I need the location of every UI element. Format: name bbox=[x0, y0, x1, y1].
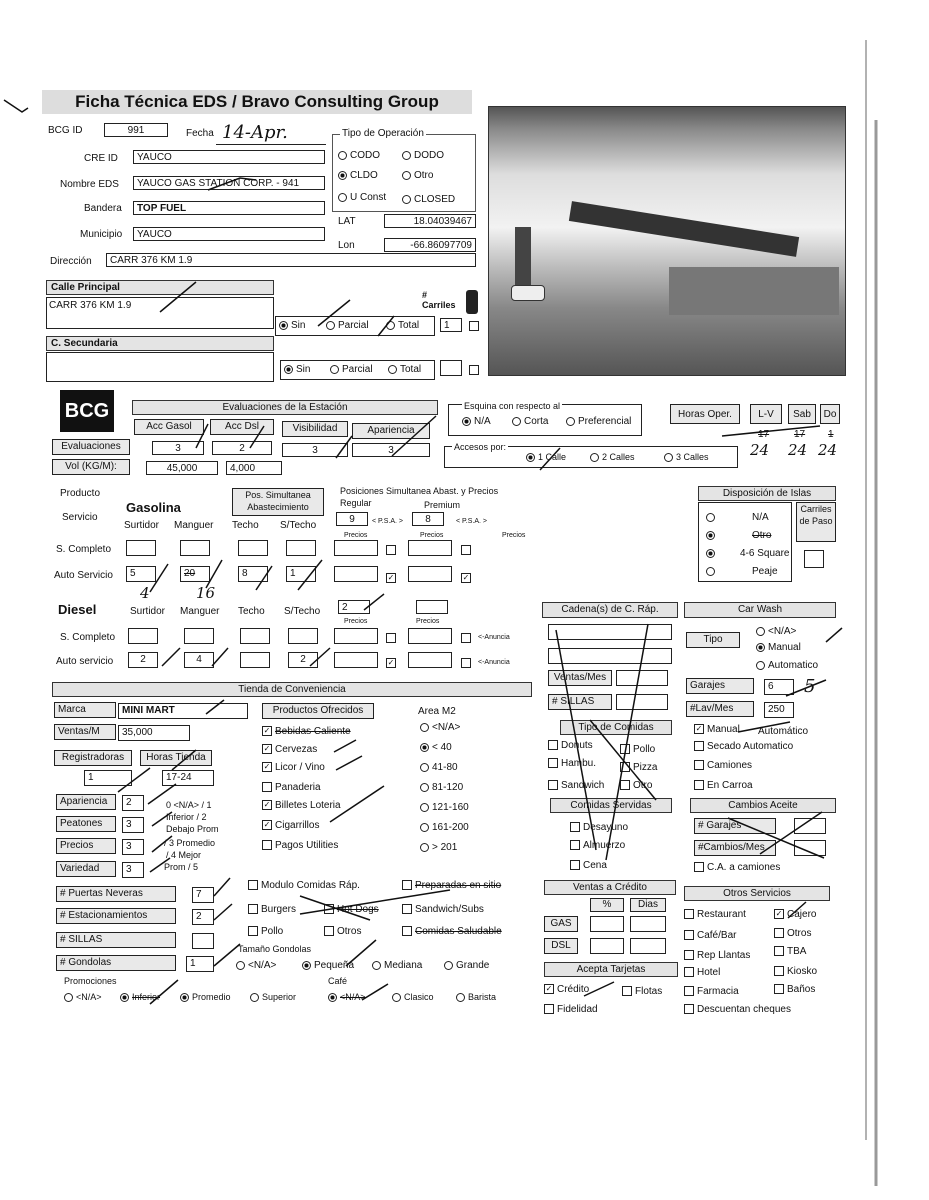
cw-chk-manual[interactable]: ✓ Manual bbox=[695, 724, 740, 735]
scale-3: / 3 Promedio bbox=[164, 838, 216, 848]
pos-simultanea-header: Pos. Simultanea Abastecimiento bbox=[232, 488, 324, 516]
gas-sc-premium[interactable] bbox=[408, 540, 452, 556]
gas-as-techo[interactable]: 8 bbox=[238, 566, 268, 582]
dsl-as-premium-check[interactable] bbox=[461, 657, 474, 669]
servida-almuerzo[interactable]: Almuerzo bbox=[570, 840, 625, 851]
eval-row2-label: Vol (KG/M): bbox=[52, 459, 130, 475]
producto-label: Producto bbox=[60, 488, 101, 499]
registradoras-field[interactable]: 1 bbox=[84, 770, 132, 786]
gas-manguer-hand: 16 bbox=[196, 584, 216, 602]
cs-parcial[interactable]: Parcial bbox=[330, 364, 373, 375]
promo-inferior[interactable]: Inferior bbox=[120, 992, 160, 1002]
cafe-clasico[interactable]: Clasico bbox=[392, 992, 434, 1002]
dsl-sc-regular[interactable] bbox=[334, 628, 378, 644]
eval-variedad-field[interactable]: 3 bbox=[122, 862, 144, 878]
comida-pollo[interactable]: Pollo bbox=[620, 744, 655, 755]
cambios-aceite-title: Cambios Aceite bbox=[690, 798, 836, 813]
preparadas-sitio[interactable]: Preparadas en sitio bbox=[402, 880, 501, 891]
tipo-comidas-title: Tipo de Comidas bbox=[560, 720, 672, 735]
gas-as-stecho[interactable]: 1 bbox=[286, 566, 316, 582]
pen-mark-licor bbox=[336, 756, 362, 770]
cs-carriles-check[interactable] bbox=[469, 364, 482, 376]
prod-pagos[interactable]: Pagos Utilities bbox=[262, 840, 338, 851]
promo-na[interactable]: <N/A> bbox=[64, 992, 102, 1002]
municipio-field[interactable]: YAUCO bbox=[133, 227, 325, 241]
cw-chk-camiones[interactable]: Camiones bbox=[694, 760, 752, 771]
estacionamientos-label: # Estacionamientos bbox=[56, 908, 176, 924]
precios-2: Precios bbox=[420, 532, 444, 539]
gas-col-stecho: S/Techo bbox=[280, 520, 317, 531]
pen-mark-horas bbox=[722, 426, 820, 436]
bcg-id-field[interactable]: 991 bbox=[104, 123, 168, 137]
comida-sandwich-subs[interactable]: Sandwich/Subs bbox=[402, 904, 484, 915]
diesel-pos-premium[interactable] bbox=[416, 600, 448, 614]
direccion-label: Dirección bbox=[50, 256, 92, 267]
dsl-sc-manguer[interactable] bbox=[184, 628, 214, 644]
fecha-underline bbox=[216, 144, 326, 145]
gas-as-manguer[interactable]: 20 bbox=[180, 566, 210, 582]
dsl-as-premium[interactable] bbox=[408, 652, 452, 668]
pen-mark-dsl-1 bbox=[162, 648, 180, 666]
eval-col-apariencia: Apariencia bbox=[352, 423, 430, 439]
pen-mark-estac bbox=[214, 904, 232, 920]
cp-parcial[interactable]: Parcial bbox=[326, 320, 369, 331]
esquina-na[interactable]: N/A bbox=[462, 416, 491, 427]
car-wash-tipo-label: Tipo bbox=[686, 632, 740, 648]
municipio-label: Municipio bbox=[80, 229, 123, 240]
scale-0: 0 <N/A> / 1 bbox=[166, 800, 212, 810]
area-81-120[interactable]: 81-120 bbox=[420, 782, 463, 793]
dsl-col-manguer: Manguer bbox=[180, 606, 220, 617]
cw-chk-automatico[interactable]: Automático bbox=[758, 726, 809, 737]
islas-square[interactable]: 4-6 Square bbox=[706, 548, 789, 559]
promo-superior[interactable]: Superior bbox=[250, 992, 296, 1002]
os-tba[interactable]: TBA bbox=[774, 946, 806, 957]
dsl-sc-premium[interactable] bbox=[408, 628, 452, 644]
lon-label: Lon bbox=[338, 240, 355, 251]
ca-cambios-label: #Cambios/Mes bbox=[694, 840, 776, 856]
gas-surtidor-hand: 4 bbox=[140, 584, 150, 602]
credito-dsl-dias[interactable] bbox=[630, 938, 666, 954]
cp-total[interactable]: Total bbox=[386, 320, 419, 331]
bandera-label: Bandera bbox=[84, 203, 122, 214]
eval-acc-gasol-value[interactable]: 3 bbox=[152, 441, 204, 455]
op-cldo[interactable]: CLDO bbox=[338, 170, 378, 181]
pen-mark-cervezas bbox=[334, 740, 356, 752]
gas-as-surtidor[interactable]: 5 bbox=[126, 566, 156, 582]
islas-otro[interactable]: Otro bbox=[706, 530, 771, 541]
islas-na[interactable]: N/A bbox=[706, 512, 769, 523]
vol-dsl-value[interactable]: 4,000 bbox=[226, 461, 282, 475]
op-closed[interactable]: CLOSED bbox=[402, 194, 455, 205]
comida-otro[interactable]: Otro bbox=[620, 780, 652, 791]
tarjetas-title: Acepta Tarjetas bbox=[544, 962, 678, 977]
accesos-3-calles[interactable]: 3 Calles bbox=[664, 452, 709, 462]
premium-value[interactable]: 8 bbox=[412, 512, 444, 526]
bandera-field[interactable]: TOP FUEL bbox=[133, 201, 325, 215]
ventas-m-field[interactable]: 35,000 bbox=[118, 725, 190, 741]
horas-do-hand: 24 bbox=[818, 441, 838, 459]
accesos-label: Accesos por: bbox=[454, 442, 507, 452]
modulo-comidas[interactable]: Modulo Comidas Ráp. bbox=[248, 880, 360, 891]
dsl-auto-servicio-label: Auto servicio bbox=[56, 656, 114, 667]
comida-hot-dogs[interactable]: Hot Dogs bbox=[324, 904, 379, 915]
area-na[interactable]: <N/A> bbox=[420, 722, 460, 733]
gondolas-label: # Gondolas bbox=[56, 955, 176, 971]
gas-sc-techo[interactable] bbox=[238, 540, 268, 556]
neveras-field[interactable]: 7 bbox=[192, 887, 214, 903]
gondolas-field[interactable]: 1 bbox=[186, 956, 214, 972]
eval-apariencia-label: Apariencia bbox=[56, 794, 116, 810]
traffic-light-icon bbox=[466, 290, 478, 314]
gas-as-regular[interactable] bbox=[334, 566, 378, 582]
horas-col-do: Do bbox=[820, 404, 840, 424]
lon-field[interactable]: -66.86097709 bbox=[384, 238, 476, 252]
tarjeta-credito[interactable]: ✓ Crédito bbox=[545, 984, 590, 995]
carriles-field[interactable]: 1 bbox=[440, 318, 462, 332]
comida-tienda-otros[interactable]: Otros bbox=[324, 926, 361, 937]
cadena-sillas-label: # SILLAS bbox=[548, 694, 612, 710]
estacionamientos-field[interactable]: 2 bbox=[192, 909, 214, 925]
calle-principal-field[interactable]: CARR 376 KM 1.9 bbox=[46, 297, 274, 329]
anuncia-1: <-Anuncia bbox=[478, 634, 510, 641]
os-rep-llantas[interactable]: Rep Llantas bbox=[684, 950, 750, 961]
area-41-80[interactable]: 41-80 bbox=[420, 762, 458, 773]
dsl-sc-surtidor[interactable] bbox=[128, 628, 158, 644]
cafe-title: Café bbox=[328, 976, 348, 986]
servida-cena[interactable]: Cena bbox=[570, 860, 607, 871]
cafe-barista[interactable]: Barista bbox=[456, 992, 496, 1002]
ca-camiones[interactable]: C.A. a camiones bbox=[694, 862, 780, 873]
tienda-sillas-field[interactable] bbox=[192, 933, 214, 949]
page-title: Ficha Técnica EDS / Bravo Consulting Group bbox=[42, 90, 472, 114]
os-descuentan[interactable]: Descuentan cheques bbox=[684, 1004, 791, 1015]
eval-precios-label: Precios bbox=[56, 838, 116, 854]
tam-pequena[interactable]: Pequeña bbox=[302, 960, 354, 971]
cre-id-field[interactable]: YAUCO bbox=[133, 150, 325, 164]
precios-1: Precios bbox=[344, 532, 368, 539]
dsl-as-manguer[interactable]: 4 bbox=[184, 652, 214, 668]
area-gt201[interactable]: > 201 bbox=[420, 842, 457, 853]
nombre-field[interactable]: YAUCO GAS STATION CORP. - 941 bbox=[133, 176, 325, 190]
dsl-as-regular[interactable] bbox=[334, 652, 378, 668]
diesel-pos-value[interactable]: 2 bbox=[338, 600, 370, 614]
horas-tienda-field[interactable]: 17-24 bbox=[162, 770, 214, 786]
eval-col-visibilidad: Visibilidad bbox=[282, 421, 348, 437]
horas-sab-hand: 24 bbox=[788, 441, 808, 459]
dsl-precios-1: Precios bbox=[344, 618, 368, 625]
diesel-label: Diesel bbox=[58, 602, 97, 617]
gas-as-regular-check[interactable]: ✓ bbox=[387, 573, 395, 583]
direccion-field[interactable]: CARR 376 KM 1.9 bbox=[106, 253, 476, 267]
dsl-sc-stecho[interactable] bbox=[288, 628, 318, 644]
lat-label: LAT bbox=[338, 216, 356, 227]
carriles-paso-field[interactable] bbox=[804, 550, 824, 568]
cw-lav-mes-label: #Lav/Mes bbox=[686, 701, 754, 717]
servida-desayuno[interactable]: Desayuno bbox=[570, 822, 628, 833]
os-restaurant[interactable]: Restaurant bbox=[684, 909, 746, 920]
cw-chk-secado[interactable]: Secado Automatico bbox=[694, 741, 793, 752]
evaluaciones-title: Evaluaciones de la Estación bbox=[132, 400, 438, 415]
area-121-160[interactable]: 121-160 bbox=[420, 802, 469, 813]
scale-1: Inferior / 2 bbox=[166, 812, 207, 822]
ca-garajes-label: # Garajes bbox=[694, 818, 776, 834]
premium-label: Premium bbox=[424, 500, 461, 510]
tienda-sillas-label: # SILLAS bbox=[56, 932, 176, 948]
os-hotel[interactable]: Hotel bbox=[684, 967, 720, 978]
prod-panaderia[interactable]: Panaderia bbox=[262, 782, 321, 793]
comida-burgers[interactable]: Burgers bbox=[248, 904, 296, 915]
scale-5: Prom / 5 bbox=[164, 862, 199, 872]
comida-tienda-pollo[interactable]: Pollo bbox=[248, 926, 283, 937]
nombre-label: Nombre EDS bbox=[60, 179, 119, 190]
gas-auto-servicio-label: Auto Servicio bbox=[54, 570, 113, 581]
gas-sc-manguer[interactable] bbox=[180, 540, 210, 556]
os-banos[interactable]: Baños bbox=[774, 984, 815, 995]
credito-pct-label: % bbox=[590, 898, 624, 912]
station-photo bbox=[488, 106, 846, 376]
vol-gasol-value[interactable]: 45,000 bbox=[146, 461, 218, 475]
cadena-ventas-field[interactable] bbox=[616, 670, 668, 686]
gas-s-completo-label: S. Completo bbox=[56, 544, 112, 555]
horas-tienda-label: Horas Tienda bbox=[140, 750, 212, 766]
gas-sc-premium-check[interactable] bbox=[461, 544, 474, 556]
tam-na[interactable]: <N/A> bbox=[236, 960, 276, 971]
scale-2: Debajo Prom bbox=[166, 824, 219, 834]
os-cafe-bar[interactable]: Café/Bar bbox=[684, 930, 736, 941]
prod-bebidas[interactable]: ✓ Bebidas Caliente bbox=[263, 726, 351, 737]
car-shape bbox=[511, 285, 545, 301]
pen-mark-cafe bbox=[362, 984, 388, 1000]
credito-gas-pct[interactable] bbox=[590, 916, 624, 932]
esquina-title: Esquina con respecto al bbox=[464, 401, 561, 411]
credito-dsl-pct[interactable] bbox=[590, 938, 624, 954]
op-otro[interactable]: Otro bbox=[402, 170, 433, 181]
islas-peaje[interactable]: Peaje bbox=[706, 566, 778, 577]
gas-as-premium[interactable] bbox=[408, 566, 452, 582]
dsl-col-surtidor: Surtidor bbox=[130, 606, 166, 617]
credito-dias-label: Dias bbox=[630, 898, 666, 912]
tamano-gondolas-title: Tamaño Gondolas bbox=[238, 944, 312, 954]
horas-oper-label: Horas Oper. bbox=[670, 404, 740, 424]
lat-field[interactable]: 18.04039467 bbox=[384, 214, 476, 228]
cadena-field-2[interactable] bbox=[548, 648, 672, 664]
credito-gas-label: GAS bbox=[544, 916, 578, 932]
eval-visibilidad-value[interactable]: 3 bbox=[282, 443, 348, 457]
cp-sin[interactable]: Sin bbox=[279, 320, 305, 331]
tienda-title: Tienda de Conveniencia bbox=[52, 682, 532, 697]
horas-lv-hand: 24 bbox=[750, 441, 770, 459]
area-161-200[interactable]: 161-200 bbox=[420, 822, 469, 833]
building-shape bbox=[669, 267, 839, 315]
op-codo[interactable]: CODO bbox=[338, 150, 380, 161]
cw-garajes-field[interactable]: 6 bbox=[764, 679, 794, 695]
cw-garajes-hand: 5 bbox=[804, 676, 816, 697]
cw-lav-mes-field[interactable]: 250 bbox=[764, 702, 794, 718]
pen-mark-dsl-2 bbox=[212, 648, 228, 666]
horas-sab-struck: 17 bbox=[794, 429, 806, 440]
car-wash-title: Car Wash bbox=[684, 602, 836, 618]
cw-manual[interactable]: Manual bbox=[756, 642, 801, 653]
cafe-na[interactable]: <N/A> bbox=[328, 992, 366, 1002]
horas-lv-struck: 17 bbox=[758, 429, 770, 440]
comida-pizza[interactable]: Pizza bbox=[620, 762, 657, 773]
gas-col-techo: Techo bbox=[232, 520, 259, 531]
dsl-col-techo: Techo bbox=[238, 606, 265, 617]
promo-promedio[interactable]: Promedio bbox=[180, 992, 231, 1002]
dsl-precios-2: Precios bbox=[416, 618, 440, 625]
carriles-paso-label: Carriles de Paso bbox=[796, 502, 836, 542]
os-kiosko[interactable]: Kiosko bbox=[774, 966, 817, 977]
os-farmacia[interactable]: Farmacia bbox=[684, 986, 739, 997]
sign-pole-shape bbox=[515, 227, 531, 287]
carriles-label: # Carriles bbox=[422, 290, 456, 310]
dsl-as-techo[interactable] bbox=[240, 652, 270, 668]
tarjeta-fidelidad[interactable]: Fidelidad bbox=[544, 1004, 598, 1015]
horas-col-sab: Sab bbox=[788, 404, 816, 424]
esquina-corta[interactable]: Corta bbox=[512, 416, 548, 427]
cw-automatico[interactable]: Automatico bbox=[756, 660, 818, 671]
comida-saludable[interactable]: Comidas Saludable bbox=[402, 926, 502, 937]
fecha-value: 14-Apr. bbox=[222, 122, 288, 143]
scale-4: / 4 Mejor bbox=[166, 850, 202, 860]
pos-precios-header: Posiciones Simultanea Abast. y Precios bbox=[340, 486, 499, 496]
canopy-shape bbox=[569, 201, 799, 257]
cs-sin[interactable]: Sin bbox=[284, 364, 310, 375]
gas-as-premium-check[interactable]: ✓ bbox=[462, 573, 470, 583]
pen-mark-neveras bbox=[214, 878, 230, 896]
accesos-2-calles[interactable]: 2 Calles bbox=[590, 452, 635, 462]
op-dodo[interactable]: DODO bbox=[402, 150, 444, 161]
otros-servicios-title: Otros Servicios bbox=[684, 886, 830, 901]
comida-hambu[interactable]: Hambu. bbox=[548, 758, 596, 769]
area-lt40[interactable]: < 40 bbox=[420, 742, 452, 753]
bcg-logo: BCG bbox=[60, 390, 114, 432]
productos-ofrecidos-title: Productos Ofrecidos bbox=[262, 703, 374, 719]
calle-principal-bar: Calle Principal bbox=[46, 280, 274, 295]
cre-id-label: CRE ID bbox=[84, 153, 118, 164]
dsl-sc-premium-check[interactable] bbox=[461, 632, 474, 644]
eval-col-acc-gasol: Acc Gasol bbox=[134, 419, 204, 435]
cs-total[interactable]: Total bbox=[388, 364, 421, 375]
dsl-sc-techo[interactable] bbox=[240, 628, 270, 644]
marca-field[interactable]: MINI MART bbox=[118, 703, 248, 719]
eval-acc-dsl-value[interactable]: 2 bbox=[212, 441, 272, 455]
gas-sc-surtidor[interactable] bbox=[126, 540, 156, 556]
eval-variedad-label: Variedad bbox=[56, 861, 116, 877]
tarjeta-flotas[interactable]: Flotas bbox=[622, 986, 662, 997]
promociones-title: Promociones bbox=[64, 976, 117, 986]
neveras-label: # Puertas Neveras bbox=[56, 886, 176, 902]
cadena-sillas-field[interactable] bbox=[616, 694, 668, 710]
gas-sc-regular-check[interactable] bbox=[386, 544, 399, 556]
horas-col-lv: L-V bbox=[750, 404, 782, 424]
esquina-preferencial[interactable]: Preferencial bbox=[566, 416, 631, 427]
cw-chk-en-carroa[interactable]: En Carroa bbox=[694, 780, 753, 791]
os-cajero[interactable]: ✓ Cajero bbox=[775, 909, 817, 920]
bcg-id-label: BCG ID bbox=[48, 125, 83, 136]
islas-title: Disposición de Islas bbox=[698, 486, 836, 501]
cs-carriles-field[interactable] bbox=[440, 360, 462, 376]
ca-garajes-field[interactable] bbox=[794, 818, 826, 834]
pen-mark-car-wash bbox=[826, 628, 842, 642]
gas-col-manguer: Manguer bbox=[174, 520, 214, 531]
dsl-as-stecho[interactable]: 2 bbox=[288, 652, 318, 668]
ventas-credito-title: Ventas a Crédito bbox=[544, 880, 676, 895]
pen-mark-corner bbox=[4, 100, 28, 112]
gas-col-surtidor: Surtidor bbox=[124, 520, 160, 531]
ca-cambios-field[interactable] bbox=[794, 840, 826, 856]
area-title: Area M2 bbox=[418, 706, 456, 717]
dsl-as-regular-check[interactable]: ✓ bbox=[387, 658, 395, 668]
gasolina-label: Gasolina bbox=[126, 500, 181, 515]
precios-3: Precios bbox=[502, 532, 526, 539]
eval-precios-field[interactable]: 3 bbox=[122, 839, 144, 855]
servicio-label: Servicio bbox=[62, 512, 98, 523]
dsl-as-surtidor[interactable]: 2 bbox=[128, 652, 158, 668]
dsl-s-completo-label: S. Completo bbox=[60, 632, 116, 643]
eval-peatones-field[interactable]: 3 bbox=[122, 817, 144, 833]
regular-value[interactable]: 9 bbox=[336, 512, 368, 526]
gas-sc-regular[interactable] bbox=[334, 540, 378, 556]
comida-donuts[interactable]: Donuts bbox=[548, 740, 593, 751]
prod-cigarrillos[interactable]: ✓ Cigarrillos bbox=[263, 820, 320, 831]
tam-mediana[interactable]: Mediana bbox=[372, 960, 422, 971]
prod-licor[interactable]: ✓ Licor / Vino bbox=[263, 762, 325, 773]
op-u-const[interactable]: U Const bbox=[338, 192, 386, 203]
fecha-label: Fecha bbox=[186, 128, 214, 139]
ventas-m-label: Ventas/M bbox=[54, 724, 116, 740]
gas-sc-stecho[interactable] bbox=[286, 540, 316, 556]
os-otros[interactable]: Otros bbox=[774, 928, 811, 939]
dsl-sc-regular-check[interactable] bbox=[386, 632, 399, 644]
comidas-servidas-title: Comidas Servidas bbox=[550, 798, 672, 813]
psa-regular: < P.S.A. > bbox=[372, 518, 404, 525]
cw-na[interactable]: <N/A> bbox=[756, 626, 796, 637]
tipo-operacion-title: Tipo de Operación bbox=[342, 128, 424, 139]
cadena-field-1[interactable] bbox=[548, 624, 672, 640]
prod-cervezas[interactable]: ✓ Cervezas bbox=[263, 744, 318, 755]
eval-peatones-label: Peatones bbox=[56, 816, 116, 832]
calle-secundaria-bar: C. Secundaria bbox=[46, 336, 274, 351]
cadena-title: Cadena(s) de C. Ráp. bbox=[542, 602, 678, 618]
dsl-col-stecho: S/Techo bbox=[284, 606, 321, 617]
accesos-1-calle[interactable]: 1 Calle bbox=[526, 452, 566, 462]
anuncia-2: <-Anuncia bbox=[478, 659, 510, 666]
eval-col-acc-dsl: Acc Dsl bbox=[210, 419, 274, 435]
tam-grande[interactable]: Grande bbox=[444, 960, 489, 971]
registradoras-label: Registradoras bbox=[54, 750, 132, 766]
comida-sandwich[interactable]: Sandwich bbox=[548, 780, 604, 791]
eval-row1-label: Evaluaciones bbox=[52, 439, 130, 455]
cw-garajes-label: Garajes bbox=[686, 678, 754, 694]
credito-dsl-label: DSL bbox=[544, 938, 578, 954]
cadena-ventas-label: Ventas/Mes bbox=[548, 670, 612, 686]
marca-label: Marca bbox=[54, 702, 116, 718]
eval-apariencia-field[interactable]: 2 bbox=[122, 795, 144, 811]
eval-apariencia-value[interactable]: 3 bbox=[352, 443, 430, 457]
carriles-check[interactable] bbox=[469, 320, 482, 332]
psa-premium: < P.S.A. > bbox=[456, 518, 488, 525]
credito-gas-dias[interactable] bbox=[630, 916, 666, 932]
regular-label: Regular bbox=[340, 498, 372, 508]
prod-loteria[interactable]: ✓ Billetes Loteria bbox=[263, 800, 341, 811]
calle-secundaria-field[interactable] bbox=[46, 352, 274, 382]
horas-do-struck: 1 bbox=[828, 429, 834, 440]
